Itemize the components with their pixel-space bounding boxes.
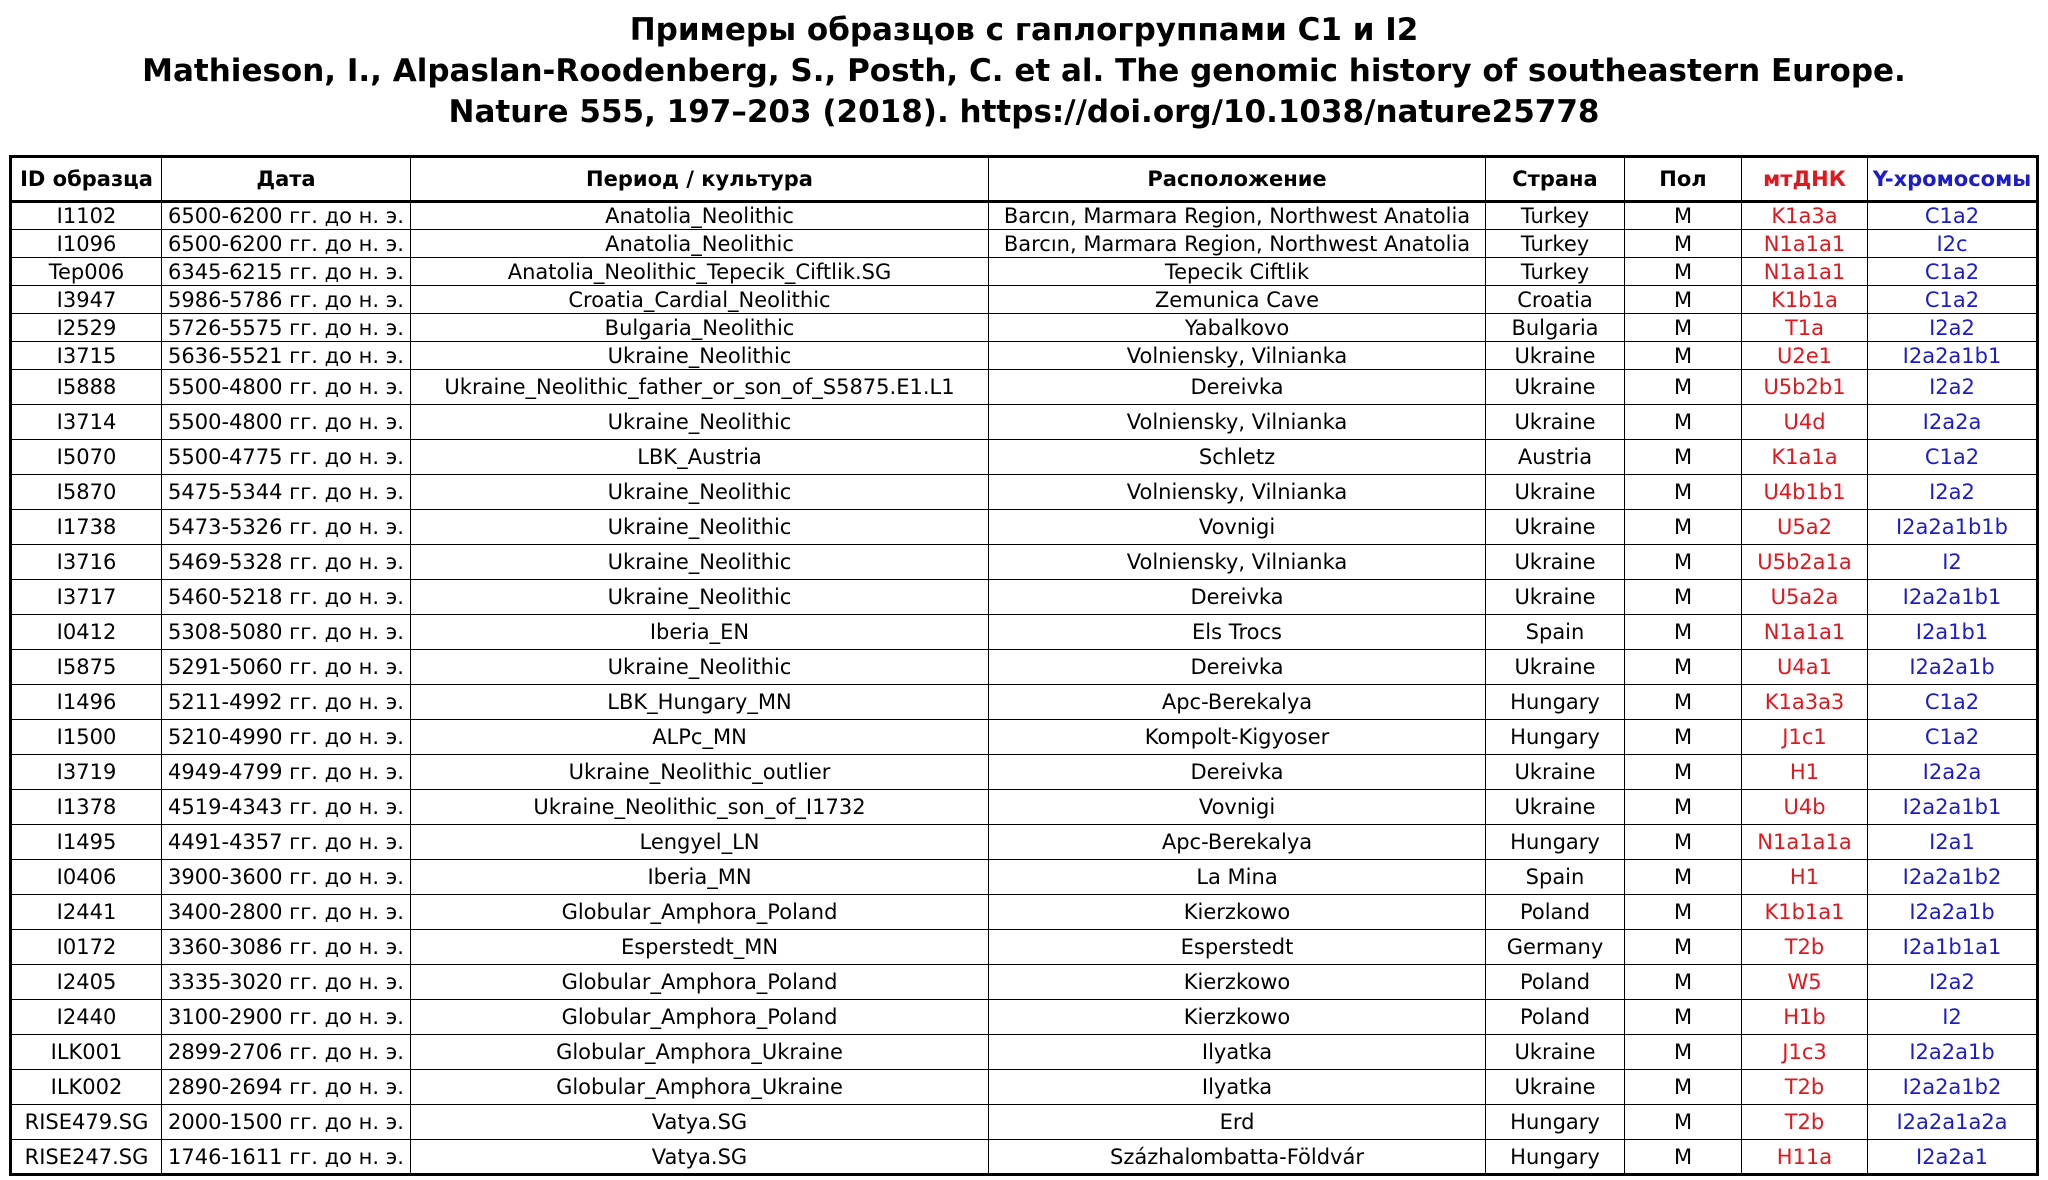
cell-date: 5500-4800 гг. до н. э. [162,370,411,405]
cell-mtdna: U5b2b1 [1742,370,1868,405]
cell-sex: M [1625,650,1742,685]
cell-location: Kierzkowo [989,895,1486,930]
cell-date: 5473-5326 гг. до н. э. [162,510,411,545]
cell-date: 5460-5218 гг. до н. э. [162,580,411,615]
cell-country: Ukraine [1486,1035,1625,1070]
cell-mtdna: U4d [1742,405,1868,440]
cell-ychromosome: I2a2a1b [1868,895,2038,930]
cell-mtdna: U5a2 [1742,510,1868,545]
cell-mtdna: U5a2a [1742,580,1868,615]
cell-country: Poland [1486,1000,1625,1035]
cell-sample-id: I1738 [11,510,162,545]
cell-sex: M [1625,342,1742,370]
cell-sample-id: I3947 [11,286,162,314]
cell-culture: Globular_Amphora_Ukraine [411,1070,989,1105]
cell-mtdna: T1a [1742,314,1868,342]
cell-sample-id: I5888 [11,370,162,405]
cell-sex: M [1625,202,1742,230]
cell-location: Vovnigi [989,790,1486,825]
cell-country: Ukraine [1486,580,1625,615]
header-sex: Пол [1625,157,1742,202]
cell-mtdna: W5 [1742,965,1868,1000]
cell-mtdna: U4b [1742,790,1868,825]
cell-sex: M [1625,370,1742,405]
cell-sample-id: ILK001 [11,1035,162,1070]
cell-location: Százhalombatta-Földvár [989,1140,1486,1175]
cell-location: Vovnigi [989,510,1486,545]
table-row [11,1035,2038,1070]
cell-location: La Mina [989,860,1486,895]
cell-sample-id: I1102 [11,202,162,230]
cell-mtdna: N1a1a1 [1742,615,1868,650]
cell-sample-id: I1495 [11,825,162,860]
cell-sample-id: I5070 [11,440,162,475]
cell-culture: Ukraine_Neolithic [411,475,989,510]
header-mtdna: мтДНК [1742,157,1868,202]
cell-country: Turkey [1486,258,1625,286]
cell-culture: Esperstedt_MN [411,930,989,965]
table-row [11,230,2038,258]
cell-date: 6345-6215 гг. до н. э. [162,258,411,286]
cell-location: Volniensky, Vilnianka [989,545,1486,580]
cell-culture: Ukraine_Neolithic [411,405,989,440]
cell-sex: M [1625,965,1742,1000]
cell-date: 5500-4775 гг. до н. э. [162,440,411,475]
table-row [11,1105,2038,1140]
cell-culture: Ukraine_Neolithic [411,650,989,685]
cell-culture: Croatia_Cardial_Neolithic [411,286,989,314]
cell-location: Erd [989,1105,1486,1140]
cell-ychromosome: I2a2a1b1 [1868,342,2038,370]
cell-sample-id: ILK002 [11,1070,162,1105]
cell-mtdna: K1a3a [1742,202,1868,230]
cell-location: Apc-Berekalya [989,825,1486,860]
cell-country: Ukraine [1486,370,1625,405]
cell-mtdna: N1a1a1 [1742,258,1868,286]
cell-location: Dereivka [989,370,1486,405]
cell-date: 3100-2900 гг. до н. э. [162,1000,411,1035]
cell-culture: Globular_Amphora_Poland [411,1000,989,1035]
cell-mtdna: J1c3 [1742,1035,1868,1070]
cell-date: 2000-1500 гг. до н. э. [162,1105,411,1140]
cell-date: 3360-3086 гг. до н. э. [162,930,411,965]
cell-culture: Ukraine_Neolithic [411,510,989,545]
cell-date: 5726-5575 гг. до н. э. [162,314,411,342]
cell-country: Poland [1486,895,1625,930]
cell-country: Ukraine [1486,545,1625,580]
cell-location: Kierzkowo [989,1000,1486,1035]
cell-sex: M [1625,1000,1742,1035]
table-row [11,475,2038,510]
cell-date: 5986-5786 гг. до н. э. [162,286,411,314]
cell-location: Volniensky, Vilnianka [989,342,1486,370]
table-row [11,405,2038,440]
cell-location: Ilyatka [989,1035,1486,1070]
cell-location: Barcın, Marmara Region, Northwest Anatolia [989,230,1486,258]
cell-sample-id: RISE479.SG [11,1105,162,1140]
cell-country: Ukraine [1486,475,1625,510]
cell-date: 5291-5060 гг. до н. э. [162,650,411,685]
cell-sample-id: I3717 [11,580,162,615]
cell-country: Austria [1486,440,1625,475]
table-row [11,755,2038,790]
cell-location: Yabalkovo [989,314,1486,342]
cell-culture: LBK_Austria [411,440,989,475]
cell-location: Barcın, Marmara Region, Northwest Anatolia [989,202,1486,230]
cell-sex: M [1625,755,1742,790]
cell-sample-id: I2440 [11,1000,162,1035]
cell-country: Turkey [1486,230,1625,258]
cell-sex: M [1625,1105,1742,1140]
cell-sample-id: I5870 [11,475,162,510]
table-row [11,860,2038,895]
table-row [11,510,2038,545]
cell-country: Hungary [1486,685,1625,720]
cell-mtdna: H11a [1742,1140,1868,1175]
cell-culture: LBK_Hungary_MN [411,685,989,720]
table-row [11,895,2038,930]
cell-location: Ilyatka [989,1070,1486,1105]
cell-date: 2890-2694 гг. до н. э. [162,1070,411,1105]
table-row [11,790,2038,825]
table-row [11,930,2038,965]
cell-location: Dereivka [989,755,1486,790]
cell-mtdna: H1b [1742,1000,1868,1035]
header-ychromosome: Y-хромосомы [1868,157,2038,202]
cell-ychromosome: I2a2a1b1b [1868,510,2038,545]
cell-ychromosome: I2a2a1a2a [1868,1105,2038,1140]
cell-culture: Anatolia_Neolithic [411,230,989,258]
cell-sex: M [1625,1140,1742,1175]
cell-sample-id: I2441 [11,895,162,930]
cell-sample-id: RISE247.SG [11,1140,162,1175]
table-row [11,314,2038,342]
cell-culture: Ukraine_Neolithic [411,545,989,580]
cell-location: Tepecik Ciftlik [989,258,1486,286]
table-row [11,965,2038,1000]
cell-mtdna: H1 [1742,860,1868,895]
header-date: Дата [162,157,411,202]
header-location: Расположение [989,157,1486,202]
cell-sex: M [1625,1035,1742,1070]
cell-culture: Ukraine_Neolithic_son_of_I1732 [411,790,989,825]
cell-mtdna: N1a1a1a [1742,825,1868,860]
cell-ychromosome: C1a2 [1868,202,2038,230]
cell-sample-id: I1096 [11,230,162,258]
table-row [11,258,2038,286]
cell-date: 3900-3600 гг. до н. э. [162,860,411,895]
cell-ychromosome: C1a2 [1868,286,2038,314]
table-row [11,615,2038,650]
cell-location: Apc-Berekalya [989,685,1486,720]
table-row [11,202,2038,230]
cell-sample-id: I2529 [11,314,162,342]
cell-country: Hungary [1486,1140,1625,1175]
title-line-2: Mathieson, I., Alpaslan-Roodenberg, S., Posth, C. et al. The genomic history of southeastern Europe. [142,53,1906,89]
title-line-1: Примеры образцов с гаплогруппами C1 и I2 [629,12,1419,48]
cell-sex: M [1625,475,1742,510]
cell-date: 2899-2706 гг. до н. э. [162,1035,411,1070]
cell-sex: M [1625,440,1742,475]
table-body [11,202,2038,1175]
cell-sex: M [1625,825,1742,860]
cell-location: Schletz [989,440,1486,475]
cell-location: Volniensky, Vilnianka [989,475,1486,510]
cell-date: 5469-5328 гг. до н. э. [162,545,411,580]
cell-sex: M [1625,314,1742,342]
cell-ychromosome: I2a2 [1868,965,2038,1000]
cell-mtdna: U2e1 [1742,342,1868,370]
cell-mtdna: T2b [1742,1070,1868,1105]
cell-culture: Vatya.SG [411,1140,989,1175]
cell-country: Ukraine [1486,755,1625,790]
table-row [11,685,2038,720]
cell-ychromosome: I2a2a1b1 [1868,580,2038,615]
table-row [11,1000,2038,1035]
header-culture: Период / культура [411,157,989,202]
cell-mtdna: K1a3a3 [1742,685,1868,720]
cell-ychromosome: I2a1b1 [1868,615,2038,650]
cell-ychromosome: I2a2 [1868,370,2038,405]
cell-mtdna: T2b [1742,1105,1868,1140]
header-country: Страна [1486,157,1625,202]
table-row [11,825,2038,860]
table-row [11,1070,2038,1105]
cell-sex: M [1625,615,1742,650]
cell-date: 5636-5521 гг. до н. э. [162,342,411,370]
cell-mtdna: U4b1b1 [1742,475,1868,510]
cell-culture: Globular_Amphora_Ukraine [411,1035,989,1070]
cell-ychromosome: I2a2a1b2 [1868,860,2038,895]
cell-location: Volniensky, Vilnianka [989,405,1486,440]
table-row [11,720,2038,755]
table-row [11,1140,2038,1175]
cell-sex: M [1625,545,1742,580]
cell-sample-id: I1496 [11,685,162,720]
cell-culture: Globular_Amphora_Poland [411,965,989,1000]
cell-culture: Ukraine_Neolithic [411,580,989,615]
samples-table [9,155,2039,1176]
cell-sex: M [1625,790,1742,825]
cell-location: Kompolt-Kigyoser [989,720,1486,755]
cell-sex: M [1625,230,1742,258]
cell-sample-id: I1500 [11,720,162,755]
cell-sample-id: I1378 [11,790,162,825]
table-row [11,370,2038,405]
cell-culture: Ukraine_Neolithic_father_or_son_of_S5875.E1.L1 [411,370,989,405]
cell-sample-id: I2405 [11,965,162,1000]
cell-date: 5475-5344 гг. до н. э. [162,475,411,510]
cell-location: Els Trocs [989,615,1486,650]
cell-sex: M [1625,1070,1742,1105]
cell-ychromosome: I2a2a1 [1868,1140,2038,1175]
cell-sample-id: I3715 [11,342,162,370]
cell-country: Spain [1486,615,1625,650]
cell-country: Spain [1486,860,1625,895]
cell-date: 3400-2800 гг. до н. э. [162,895,411,930]
cell-date: 5211-4992 гг. до н. э. [162,685,411,720]
cell-ychromosome: I2a2a1b2 [1868,1070,2038,1105]
cell-ychromosome: I2c [1868,230,2038,258]
cell-culture: Anatolia_Neolithic_Tepecik_Ciftlik.SG [411,258,989,286]
cell-country: Germany [1486,930,1625,965]
cell-country: Croatia [1486,286,1625,314]
cell-sex: M [1625,720,1742,755]
cell-mtdna: U5b2a1a [1742,545,1868,580]
cell-culture: Bulgaria_Neolithic [411,314,989,342]
cell-location: Dereivka [989,580,1486,615]
cell-country: Poland [1486,965,1625,1000]
cell-culture: Vatya.SG [411,1105,989,1140]
table-row [11,580,2038,615]
cell-mtdna: N1a1a1 [1742,230,1868,258]
cell-date: 4519-4343 гг. до н. э. [162,790,411,825]
cell-sample-id: I0412 [11,615,162,650]
cell-ychromosome: I2a2a [1868,405,2038,440]
cell-ychromosome: C1a2 [1868,720,2038,755]
cell-culture: Ukraine_Neolithic [411,342,989,370]
document-title [0,10,2048,133]
table-row [11,650,2038,685]
cell-culture: Anatolia_Neolithic [411,202,989,230]
cell-date: 5308-5080 гг. до н. э. [162,615,411,650]
cell-mtdna: J1c1 [1742,720,1868,755]
cell-ychromosome: I2a2a1b [1868,1035,2038,1070]
cell-ychromosome: I2a2a1b [1868,650,2038,685]
cell-mtdna: K1a1a [1742,440,1868,475]
cell-date: 6500-6200 гг. до н. э. [162,202,411,230]
cell-country: Ukraine [1486,405,1625,440]
cell-sex: M [1625,580,1742,615]
cell-sample-id: I5875 [11,650,162,685]
cell-sample-id: I3719 [11,755,162,790]
cell-date: 3335-3020 гг. до н. э. [162,965,411,1000]
cell-country: Hungary [1486,720,1625,755]
cell-date: 5500-4800 гг. до н. э. [162,405,411,440]
cell-culture: Ukraine_Neolithic_outlier [411,755,989,790]
table-row [11,342,2038,370]
cell-country: Ukraine [1486,510,1625,545]
cell-mtdna: T2b [1742,930,1868,965]
cell-sample-id: I0172 [11,930,162,965]
cell-ychromosome: C1a2 [1868,685,2038,720]
cell-culture: Iberia_EN [411,615,989,650]
table-row [11,286,2038,314]
cell-ychromosome: I2 [1868,545,2038,580]
cell-date: 4491-4357 гг. до н. э. [162,825,411,860]
cell-ychromosome: I2a2a1b1 [1868,790,2038,825]
cell-ychromosome: I2a2 [1868,475,2038,510]
cell-sex: M [1625,510,1742,545]
cell-country: Hungary [1486,825,1625,860]
cell-sample-id: I0406 [11,860,162,895]
cell-date: 6500-6200 гг. до н. э. [162,230,411,258]
cell-mtdna: U4a1 [1742,650,1868,685]
cell-country: Turkey [1486,202,1625,230]
cell-ychromosome: I2a1 [1868,825,2038,860]
cell-sex: M [1625,930,1742,965]
cell-culture: ALPc_MN [411,720,989,755]
cell-sex: M [1625,286,1742,314]
cell-country: Bulgaria [1486,314,1625,342]
cell-location: Kierzkowo [989,965,1486,1000]
header-row [11,157,2038,202]
cell-country: Ukraine [1486,342,1625,370]
cell-sex: M [1625,685,1742,720]
cell-sample-id: Tep006 [11,258,162,286]
cell-ychromosome: I2 [1868,1000,2038,1035]
cell-sex: M [1625,405,1742,440]
cell-country: Ukraine [1486,790,1625,825]
cell-ychromosome: C1a2 [1868,440,2038,475]
cell-location: Zemunica Cave [989,286,1486,314]
cell-country: Ukraine [1486,1070,1625,1105]
cell-sample-id: I3714 [11,405,162,440]
cell-date: 5210-4990 гг. до н. э. [162,720,411,755]
cell-date: 4949-4799 гг. до н. э. [162,755,411,790]
cell-ychromosome: I2a2 [1868,314,2038,342]
cell-mtdna: K1b1a [1742,286,1868,314]
cell-sample-id: I3716 [11,545,162,580]
cell-sex: M [1625,895,1742,930]
cell-ychromosome: I2a2a [1868,755,2038,790]
cell-mtdna: H1 [1742,755,1868,790]
cell-culture: Iberia_MN [411,860,989,895]
header-sample-id: ID образца [11,157,162,202]
cell-culture: Lengyel_LN [411,825,989,860]
cell-mtdna: K1b1a1 [1742,895,1868,930]
cell-sex: M [1625,860,1742,895]
cell-sex: M [1625,258,1742,286]
table-row [11,440,2038,475]
cell-country: Hungary [1486,1105,1625,1140]
cell-country: Ukraine [1486,650,1625,685]
cell-date: 1746-1611 гг. до н. э. [162,1140,411,1175]
cell-location: Esperstedt [989,930,1486,965]
title-line-3: Nature 555, 197–203 (2018). https://doi.org/10.1038/nature25778 [448,94,1600,130]
cell-location: Dereivka [989,650,1486,685]
cell-ychromosome: I2a1b1a1 [1868,930,2038,965]
cell-ychromosome: C1a2 [1868,258,2038,286]
cell-culture: Globular_Amphora_Poland [411,895,989,930]
table-row [11,545,2038,580]
